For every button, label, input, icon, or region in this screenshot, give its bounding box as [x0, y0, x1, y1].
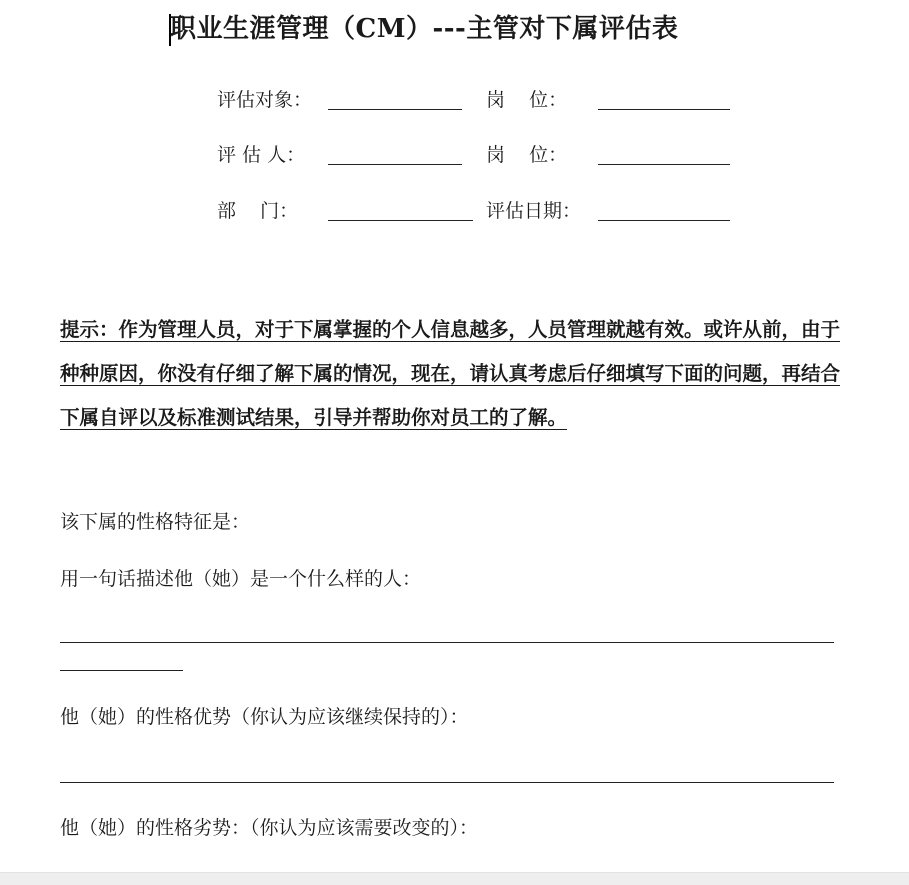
window-bottom-edge [0, 872, 909, 885]
position-input-line-1[interactable] [598, 109, 730, 110]
subject-label: 评估对象： [217, 89, 313, 111]
department-label: 部 门： [217, 200, 299, 222]
answer-line-describe-1[interactable] [60, 642, 834, 643]
answer-line-strengths[interactable] [60, 782, 834, 783]
info-row-evaluator [0, 143, 909, 167]
date-input-line[interactable] [598, 220, 730, 221]
evaluator-label: 评 估 人： [217, 144, 306, 166]
date-label: 评估日期： [486, 200, 582, 222]
question-weaknesses: 他（她）的性格劣势：（你认为应该需要改变的）： [60, 817, 479, 839]
position-input-line-2[interactable] [598, 164, 730, 165]
subject-input-line[interactable] [328, 109, 462, 110]
position-label-1: 岗 位： [486, 89, 568, 111]
evaluator-input-line[interactable] [328, 164, 462, 165]
department-input-line[interactable] [328, 220, 473, 221]
info-row-department [0, 199, 909, 223]
document-title: 职业生涯管理（CM）---主管对下属评估表 [170, 14, 679, 44]
info-row-subject [0, 88, 909, 112]
question-personality: 该下属的性格特征是： [60, 511, 251, 533]
position-label-2: 岗 位： [486, 144, 568, 166]
question-strengths: 他（她）的性格优势（你认为应该继续保持的）： [60, 706, 469, 728]
answer-line-describe-2[interactable] [60, 670, 183, 671]
question-describe: 用一句话描述他（她）是一个什么样的人： [60, 568, 422, 590]
hint-paragraph: 提示：作为管理人员，对于下属掌握的个人信息越多，人员管理就越有效。或许从前，由于种种原因，你没有仔细了解下属的情况，现在，请认真考虑后仔细填写下面的问题，再结合下属自评以及标准测试结果，引导并帮助你对员工的了解。 [60, 318, 841, 429]
